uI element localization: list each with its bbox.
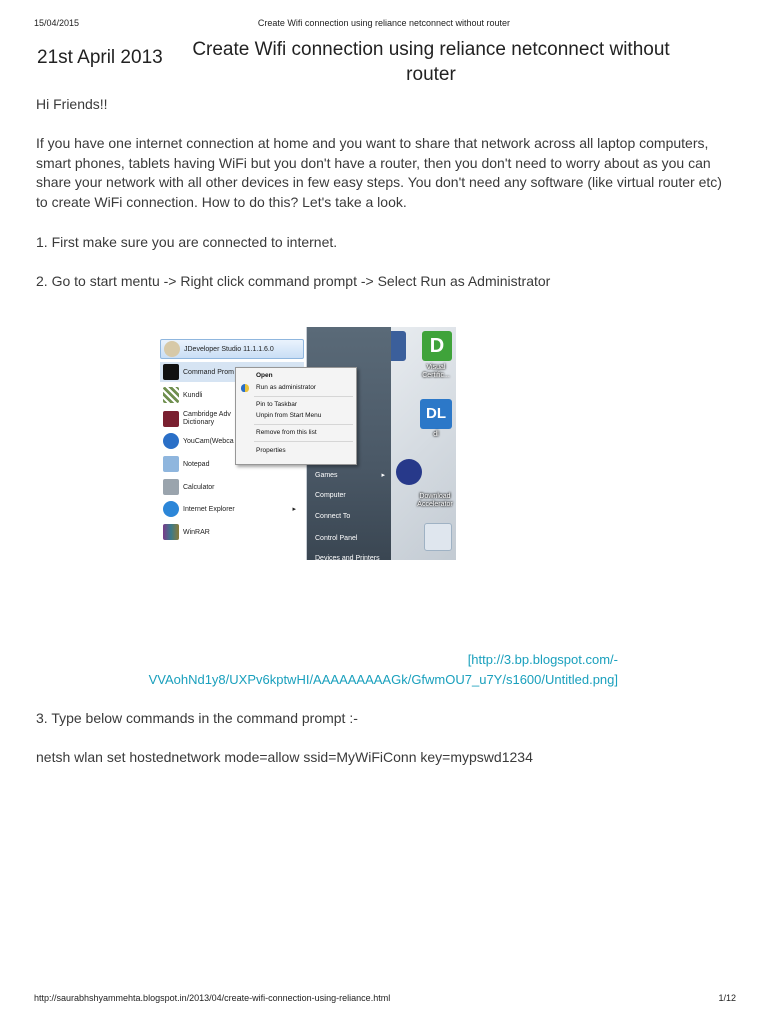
desktop-icon-gear	[424, 523, 452, 551]
step-1: 1. First make sure you are connected to internet.	[36, 234, 338, 250]
start-right-control-panel[interactable]: Control Panel	[315, 535, 358, 542]
start-item-jdeveloper[interactable]	[160, 339, 304, 359]
start-item-label: Internet Explorer	[183, 505, 235, 513]
start-item-label: WinRAR	[183, 528, 210, 536]
submenu-arrow-icon: ▸	[381, 472, 385, 479]
kundli-icon	[163, 387, 179, 403]
context-menu	[235, 367, 357, 465]
start-item-label: Command Prom	[183, 368, 234, 376]
image-source-link-line1[interactable]: [http://3.bp.blogspot.com/-	[467, 652, 618, 667]
dl-desktop-label: dl	[433, 431, 439, 438]
ie-icon	[163, 501, 179, 517]
step-3: 3. Type below commands in the command prompt :-	[36, 710, 358, 726]
start-item-label: Kundli	[183, 391, 203, 399]
youcam-icon	[163, 433, 179, 449]
page-header-title: Create Wifi connection using reliance netconnect without router	[257, 18, 511, 28]
greeting: Hi Friends!!	[36, 96, 108, 112]
menu-divider	[254, 396, 353, 397]
jdeveloper-icon	[164, 341, 180, 357]
start-right-connect-to[interactable]: Connect To	[315, 513, 351, 520]
start-item-label: JDeveloper Studio 11.1.1.6.0	[184, 345, 274, 353]
context-unpin-start[interactable]: Unpin from Start Menu	[256, 412, 322, 419]
start-menu-screenshot	[158, 327, 456, 560]
start-item-calculator[interactable]	[160, 477, 304, 497]
dl-desktop-icon: DL	[420, 399, 452, 429]
image-source-link[interactable]	[140, 650, 618, 690]
start-item-label: Cambridge Adv Dictionary	[183, 411, 231, 426]
dictionary-icon	[163, 411, 179, 427]
download-accelerator-label: Download Accelerator	[417, 493, 453, 508]
visual-certific-label: Visual Certific...	[422, 364, 450, 379]
start-item-label: Notepad	[183, 460, 210, 468]
submenu-arrow-icon: ▸	[292, 506, 296, 513]
context-run-as-admin[interactable]: Run as administrator	[256, 384, 316, 391]
uac-shield-icon	[241, 384, 249, 392]
calculator-icon	[163, 479, 179, 495]
page-footer-url: http://saurabhshyammehta.blogspot.in/2013/04/create-wifi-connection-using-reliance.html	[34, 993, 391, 1003]
context-properties[interactable]: Properties	[256, 447, 286, 454]
start-right-computer[interactable]: Computer	[315, 492, 346, 499]
page-header-date: 15/04/2015	[34, 18, 80, 28]
visual-certific-icon: D	[422, 331, 452, 361]
context-remove-list[interactable]: Remove from this list	[256, 429, 317, 436]
menu-divider	[254, 441, 353, 442]
command-prompt-icon	[163, 364, 179, 380]
menu-divider	[254, 424, 353, 425]
image-source-link-line2[interactable]: VVAohNd1y8/UXPv6kptwHI/AAAAAAAAAGk/GfwmOU7_u7Y/s1600/Untitled.png]	[148, 672, 618, 687]
command-text: netsh wlan set hostednetwork mode=allow ssid=MyWiFiConn key=mypswd1234	[36, 749, 533, 765]
desktop-icon-globe	[396, 459, 422, 485]
start-item-label: Calculator	[183, 483, 215, 491]
start-item-label: YouCam(Webca	[183, 437, 234, 445]
post-title: Create Wifi connection using reliance netconnect without router	[192, 39, 670, 85]
start-right-games[interactable]: Games	[315, 472, 338, 479]
context-pin-taskbar[interactable]: Pin to Taskbar	[256, 401, 298, 408]
winrar-icon	[163, 524, 179, 540]
page-footer-number: 1/12	[718, 993, 736, 1003]
context-open[interactable]: Open	[256, 372, 273, 379]
intro-paragraph: If you have one internet connection at home and you want to share that network across all laptop computers, smart phones, tablets having WiFi but you don't have a router, then you don't need to worry about as you can share your network with all other devices in few easy steps. You don't need any software (like virtual router etc) to create WiFi connection. How to do this? Let's take a look.	[36, 135, 722, 210]
start-right-devices-printers[interactable]: Devices and Printers	[315, 555, 380, 560]
notepad-icon	[163, 456, 179, 472]
start-item-winrar[interactable]	[160, 522, 304, 542]
step-2: 2. Go to start mentu -> Right click command prompt -> Select Run as Administrator	[36, 273, 551, 289]
start-item-internet-explorer[interactable]	[160, 499, 304, 519]
post-date: 21st April 2013	[37, 47, 163, 68]
